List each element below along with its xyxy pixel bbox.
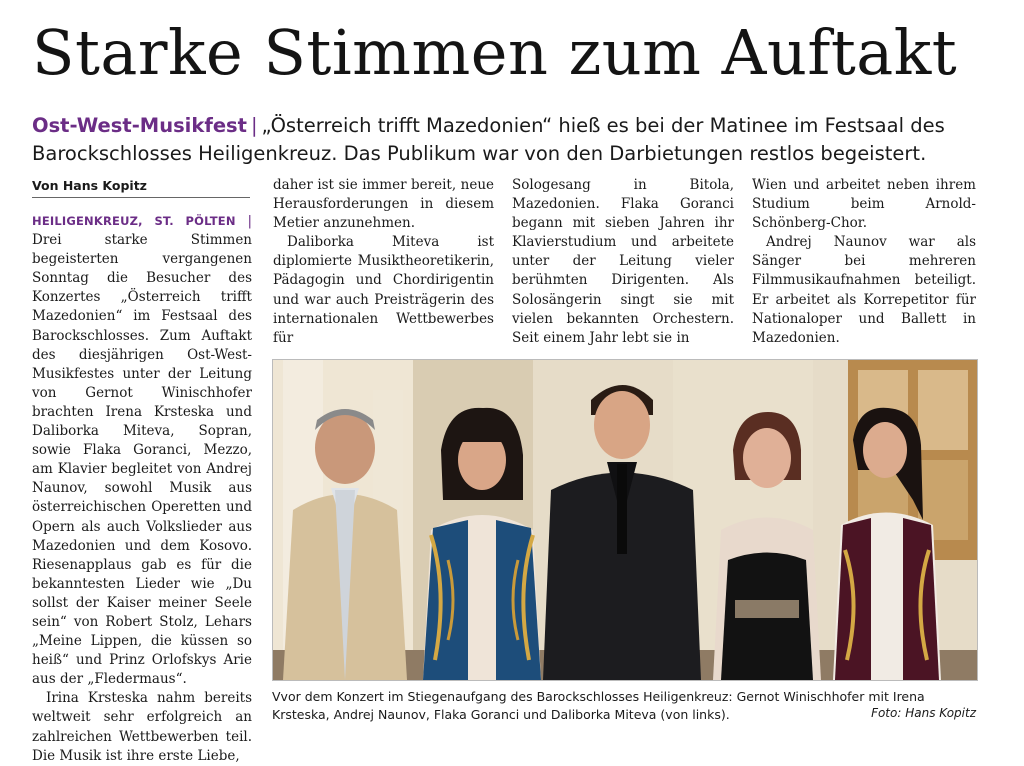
paragraph-text: Drei starke Stimmen begeisterten vergangenen Sonntag die Besucher des Konzertes „Österreich trifft Mazedonien“ im Festsaal des Barockschlosses. Zum Auftakt des diesjährigen Ost-West-Musikfestes unter der Leitung von Gernot Winischhofer brachten Irena Krsteska und Daliborka Miteva, Sopran, sowie Flaka Goranci, Mezzo, am Klavier begleitet von Andrej Naunov, sowohl Musik aus österreichischen Operetten und Opern als auch Volkslieder aus Mazedonien und dem Kosovo. Riesenapplaus gab es für die bekanntesten Lieder wie „Du sollst der Kaiser meiner Seele sein“ von Robert Stolz, Lehars „Meine Lippen, die küssen so heiß“ und Prinz Orlofskys Arie aus der „Fledermaus“. bbox=[32, 232, 252, 688]
headline: Starke Stimmen zum Auftakt bbox=[32, 16, 958, 89]
kicker-separator: | bbox=[250, 114, 258, 137]
paragraph: Wien und arbeitet neben ihrem Studium beim Arnold-Schönberg-Chor. bbox=[752, 177, 976, 232]
paragraph: Irina Krsteska nahm bereits weltweit sehr erfolgreich an zahlreichen Wettbewerben teil. Die Musik ist ihre erste Liebe, bbox=[32, 690, 252, 764]
paragraph: Andrej Naunov war als Sänger bei mehreren Filmmusikaufnahmen beteiligt. Er arbeitet als Korrepetitor für Nationaloper und Ballett in Mazedonien. bbox=[752, 234, 976, 346]
byline: Von Hans Kopitz bbox=[32, 178, 250, 198]
column-2 bbox=[273, 176, 494, 348]
photo-illustration bbox=[273, 360, 977, 680]
dateline: HEILIGENKREUZ, ST. PÖLTEN bbox=[32, 214, 236, 228]
paragraph: Sologesang in Bitola, Mazedonien. Flaka Goranci begann mit sieben Jahren ihr Klavierstudium und arbeitete unter der Leitung vieler berühmten Dirigenten. Als Solosängerin singt sie mit vielen bekannten Orchestern. Seit einem Jahr lebt sie in bbox=[512, 177, 734, 346]
photo-caption: Vvor dem Konzert im Stiegenaufgang des Barockschlosses Heiligenkreuz: Gernot Winischhofer mit Irena Krsteska, Andrej Naunov, Flaka Goranci und Daliborka Miteva (von links). bbox=[272, 689, 925, 722]
kicker: Ost-West-Musikfest bbox=[32, 114, 247, 137]
column-4 bbox=[752, 176, 976, 348]
dateline-separator: | bbox=[247, 213, 252, 229]
paragraph: daher ist sie immer bereit, neue Herausforderungen in diesem Metier anzunehmen. bbox=[273, 177, 494, 232]
column-3 bbox=[512, 176, 734, 348]
deck-text: „Österreich trifft Mazedonien“ hieß es bei der Matinee im Festsaal des Barockschlosses Heiligenkreuz. Das Publikum war von den Darbietungen restlos begeistert. bbox=[32, 114, 945, 165]
paragraph bbox=[32, 212, 252, 689]
deck bbox=[32, 112, 992, 168]
photo-credit: Foto: Hans Kopitz bbox=[871, 706, 976, 720]
column-1 bbox=[32, 212, 252, 766]
group-photo bbox=[272, 359, 978, 681]
paragraph: Daliborka Miteva ist diplomierte Musiktheoretikerin, Pädagogin und Chordirigentin und war auch Preisträgerin des internationalen Wettbewerbes für bbox=[273, 234, 494, 346]
